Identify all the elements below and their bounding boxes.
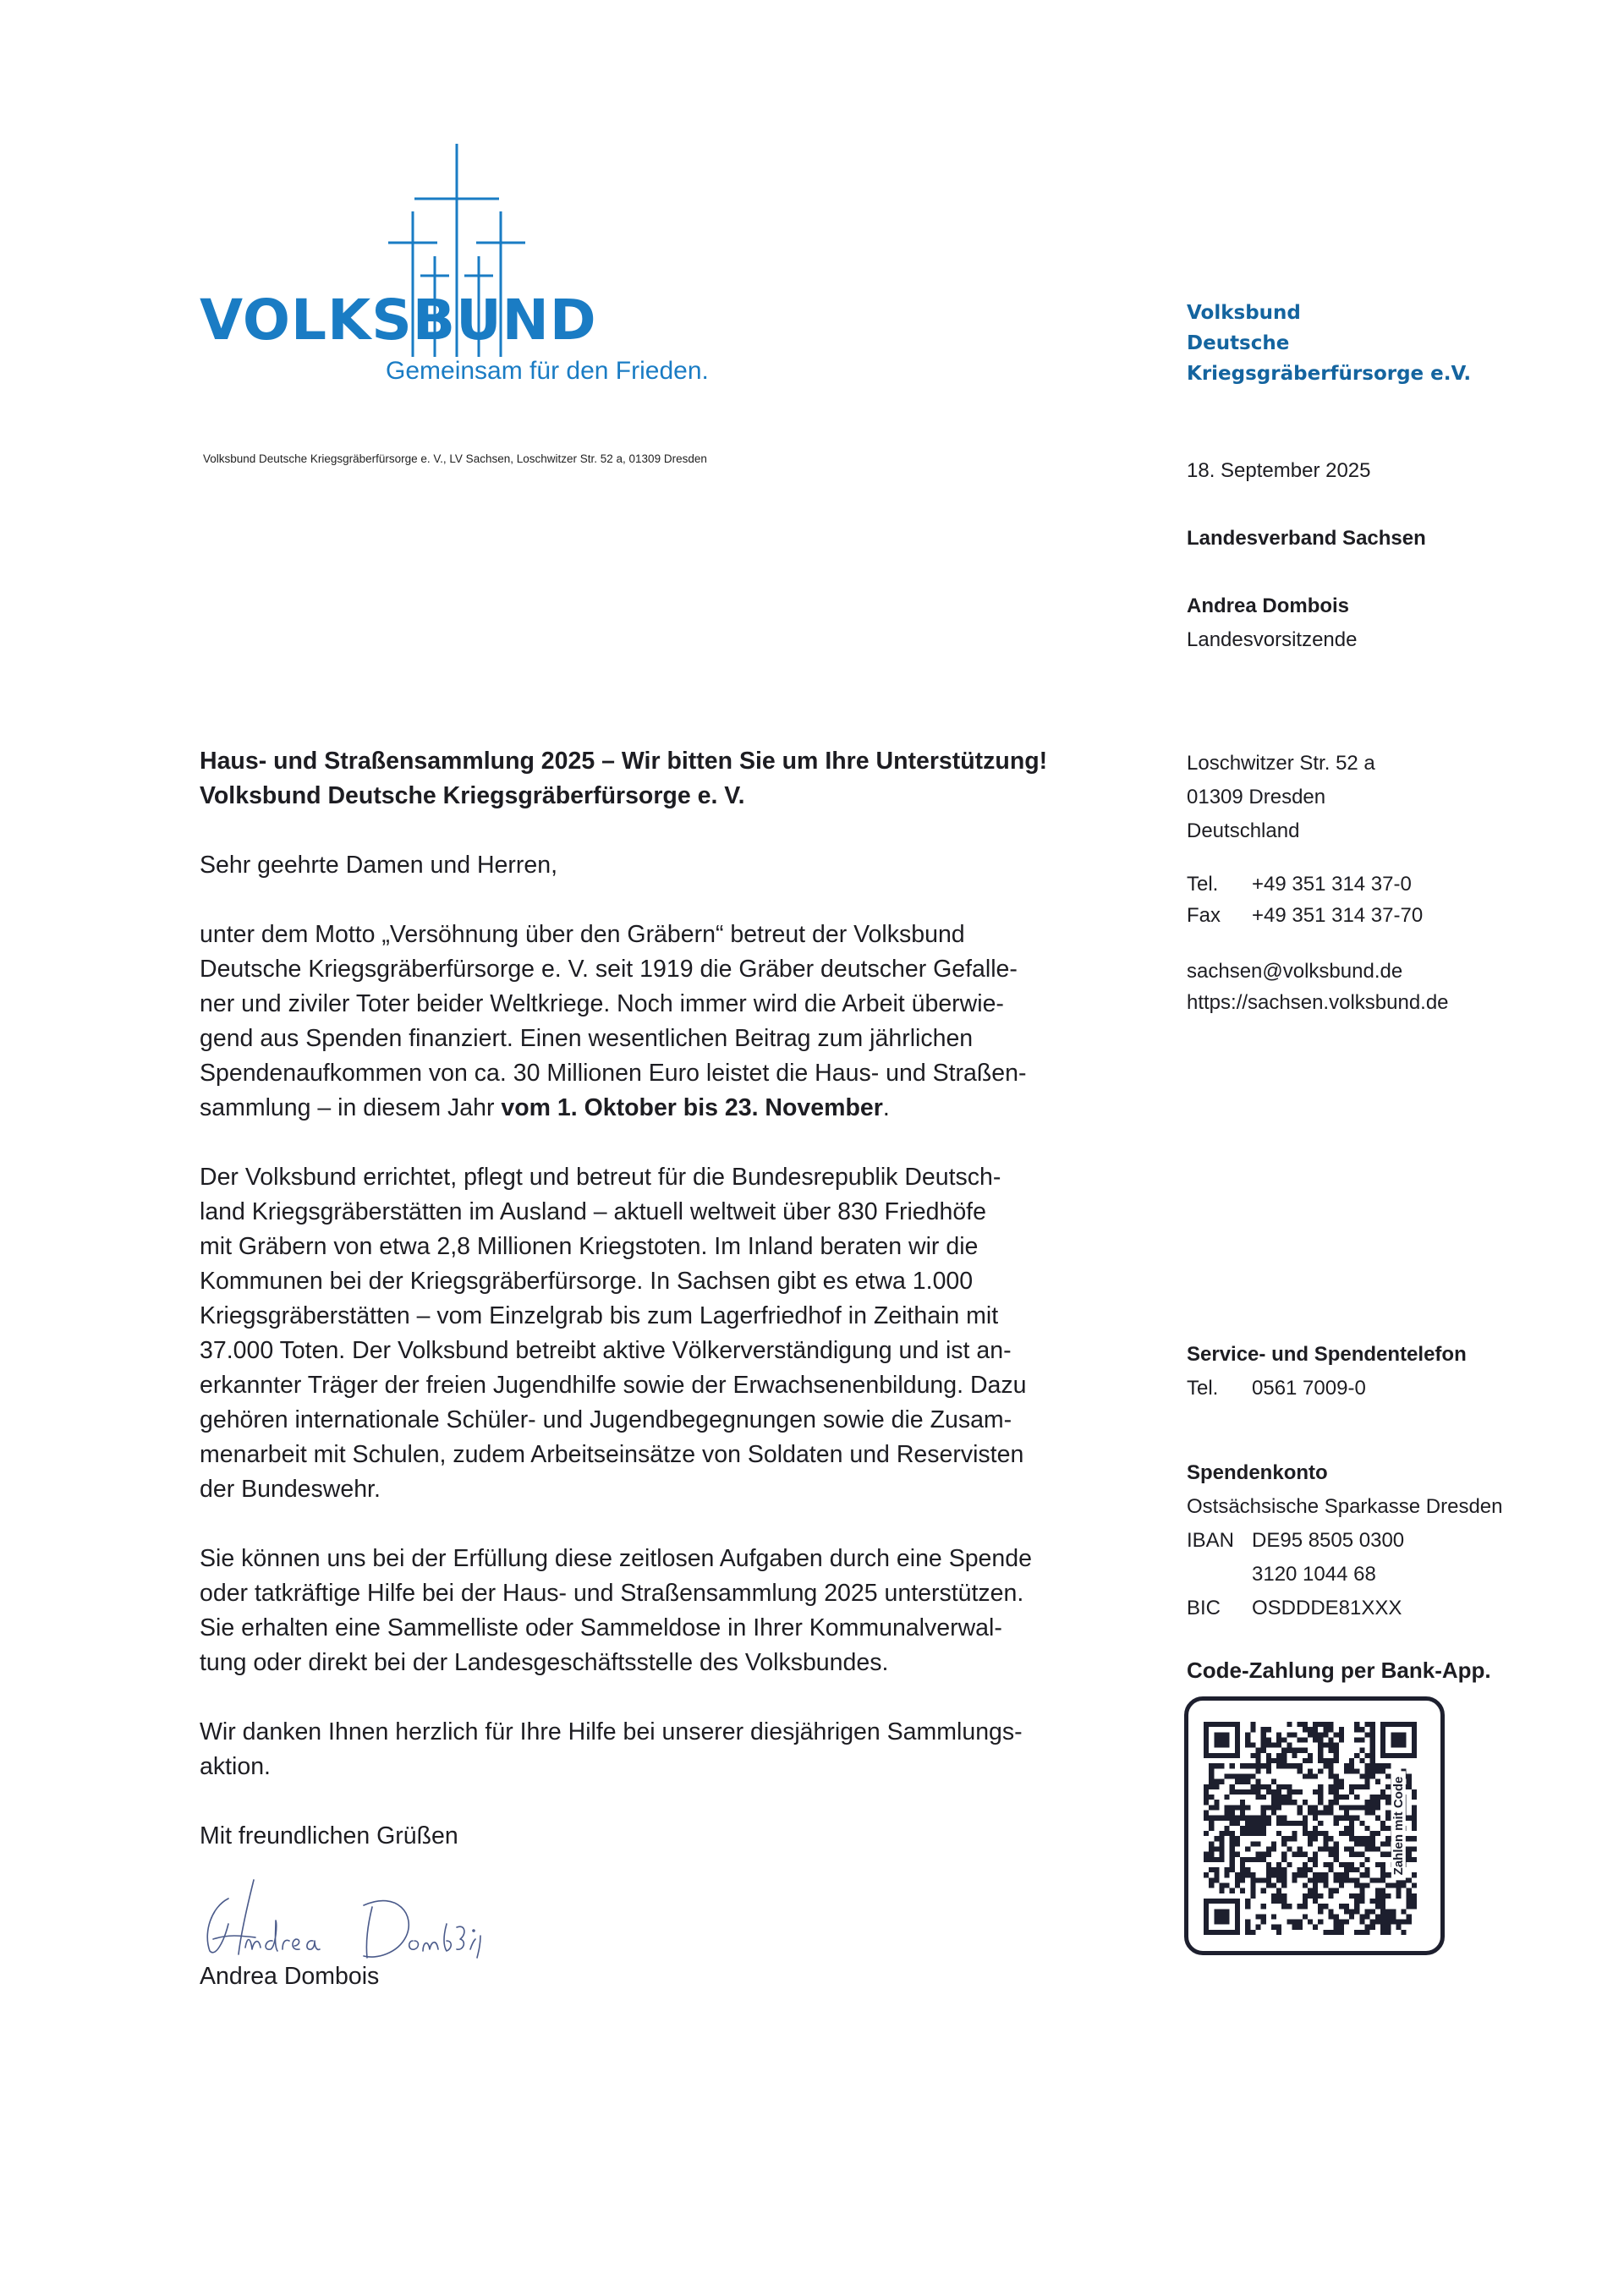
online-contact [1187,956,1449,1018]
paragraph-4: Wir danken Ihnen herzlich für Ihre Hilfe bei unserer diesjährigen Sammlungs- aktion. [200,1718,1023,1780]
paragraph-2: Der Volksbund errichtet, pflegt und betreut für die Bundesrepublik Deutsch- land Kriegsgräberstätten im Ausland – aktuell weltweit über 830 Friedhöfe mit Gräbern von etwa 2,8 Millionen Kriegstoten. Im Inland beraten wir die Kommunen bei der Kriegsgräberfürsorge. In Sachsen gibt es etwa 1.000 Kriegsgräberstätten – vom Einzelgrab bis zum Lagerfriedhof in Zeithain mit 37.000 Toten. Der Volksbund betreibt aktive Völkerverständigung und ist an- erkannter Träger der freien Jugendhilfe sowie der Erwachsenenbildung. Dazu gehören internationale Schüler- und Jugendbegegnungen sowie die Zusam- menarbeit mit Schulen, zudem Arbeitseinsätze von Soldaten und Reservisten der Bundeswehr. [200,1164,1027,1503]
org-name-line: Deutsche [1187,332,1290,354]
qr-heading [1187,1653,1491,1687]
bic-row [1187,1592,1503,1625]
tel-row [1187,869,1423,900]
email-link[interactable]: sachsen@volksbund.de [1187,960,1403,983]
donation-account [1187,1456,1503,1625]
address-line: Loschwitzer Str. 52 a [1187,752,1375,775]
fax-label: Fax [1187,904,1221,927]
website-link[interactable]: https://sachsen.volksbund.de [1187,991,1449,1014]
fax-value: +49 351 314 37-70 [1252,904,1424,927]
subject-line: Volksbund Deutsche Kriegsgräberfürsorge e. V. [200,782,745,809]
paragraph-1: unter dem Motto „Versöhnung über den Gräbern“ betreut der Volksbund Deutsche Kriegsgräberfürsorge e. V. seit 1919 die Gräber deutscher Gefalle- ner und ziviler Toter beider Weltkriege. Noch immer wird die Arbeit überwie- gend aus Spenden finanziert. Einen wesentlichen Beitrag zum jährlichen Spendenaufkommen von ca. 30 Millionen Euro leistet die Haus- und Straßen- sammlung – in diesem Jahr vom 1. Oktober bis 23. November. [200,921,1027,1121]
service-tel-value[interactable]: 0561 7009-0 [1252,1377,1366,1400]
service-tel-label: Tel. [1187,1377,1219,1400]
contact-person-name: Andrea Dombois [1187,595,1350,617]
payment-qr-code[interactable] [1184,1696,1445,1955]
iban-row [1187,1524,1503,1558]
org-name-line: Volksbund [1187,302,1301,324]
qr-heading-text: Code-Zahlung per Bank-App. [1187,1658,1491,1683]
qr-code-icon [1204,1718,1417,1939]
subject [200,744,1122,814]
collection-period: vom 1. Oktober bis 23. November [501,1094,883,1121]
bic-label: BIC [1187,1597,1221,1619]
logo-wordmark: VOLKSBUND [200,288,597,353]
qr-side-label: Zahlen mit Code [1391,1772,1406,1881]
letter-date: 18. September 2025 [1187,459,1371,482]
phone-fax [1187,869,1423,931]
letter-body [200,744,1122,1994]
contact-person [1187,589,1357,657]
fax-row [1187,900,1423,931]
address-line: 01309 Dresden [1187,786,1326,808]
bank-name: Ostsächsische Sparkasse Dresden [1187,1495,1503,1518]
address-line: Deutschland [1187,819,1300,842]
handwritten-signature-icon [195,1873,516,1966]
paragraph-3: Sie können uns bei der Erfüllung diese zeitlosen Aufgaben durch eine Spende oder tatkräftige Hilfe bei der Haus- und Straßensammlung 2025 unterstützen. Sie erhalten eine Sammelliste oder Sammeldose in Ihrer Kommunalverwal- tung oder direkt bei der Landesgeschäftsstelle des Volksbundes. [200,1545,1032,1676]
salutation: Sehr geehrte Damen und Herren, [200,852,557,879]
department [1187,522,1426,556]
department-name: Landesverband Sachsen [1187,527,1426,550]
contact-person-title: Landesvorsitzende [1187,628,1358,651]
signatory-name: Andrea Dombois [200,1963,380,1990]
bic-value: OSDDDE81XXX [1252,1597,1402,1619]
iban-row-cont [1187,1558,1503,1592]
iban-value-line1: DE95 8505 0300 [1252,1529,1405,1552]
closing: Mit freundlichen Grüßen [200,1822,458,1849]
tel-label: Tel. [1187,873,1219,896]
service-tel-row [1187,1372,1467,1406]
org-name-line: Kriegsgräberfürsorge e.V. [1187,363,1472,385]
account-heading: Spendenkonto [1187,1461,1328,1484]
iban-label: IBAN [1187,1529,1235,1552]
service-heading: Service- und Spendentelefon [1187,1343,1467,1366]
logo-tagline: Gemeinsam für den Frieden. [386,357,709,385]
subject-line: Haus- und Straßensammlung 2025 – Wir bitten Sie um Ihre Unterstützung! [200,748,1048,775]
org-name-block [1187,298,1471,389]
service-phone [1187,1338,1467,1406]
office-address [1187,747,1375,848]
iban-value-line2: 3120 1044 68 [1252,1563,1376,1586]
tel-value[interactable]: +49 351 314 37-0 [1252,873,1412,896]
sender-return-address: Volksbund Deutsche Kriegsgräberfürsorge e. V., LV Sachsen, Loschwitzer Str. 52 a, 01309 Dresden [203,452,707,465]
